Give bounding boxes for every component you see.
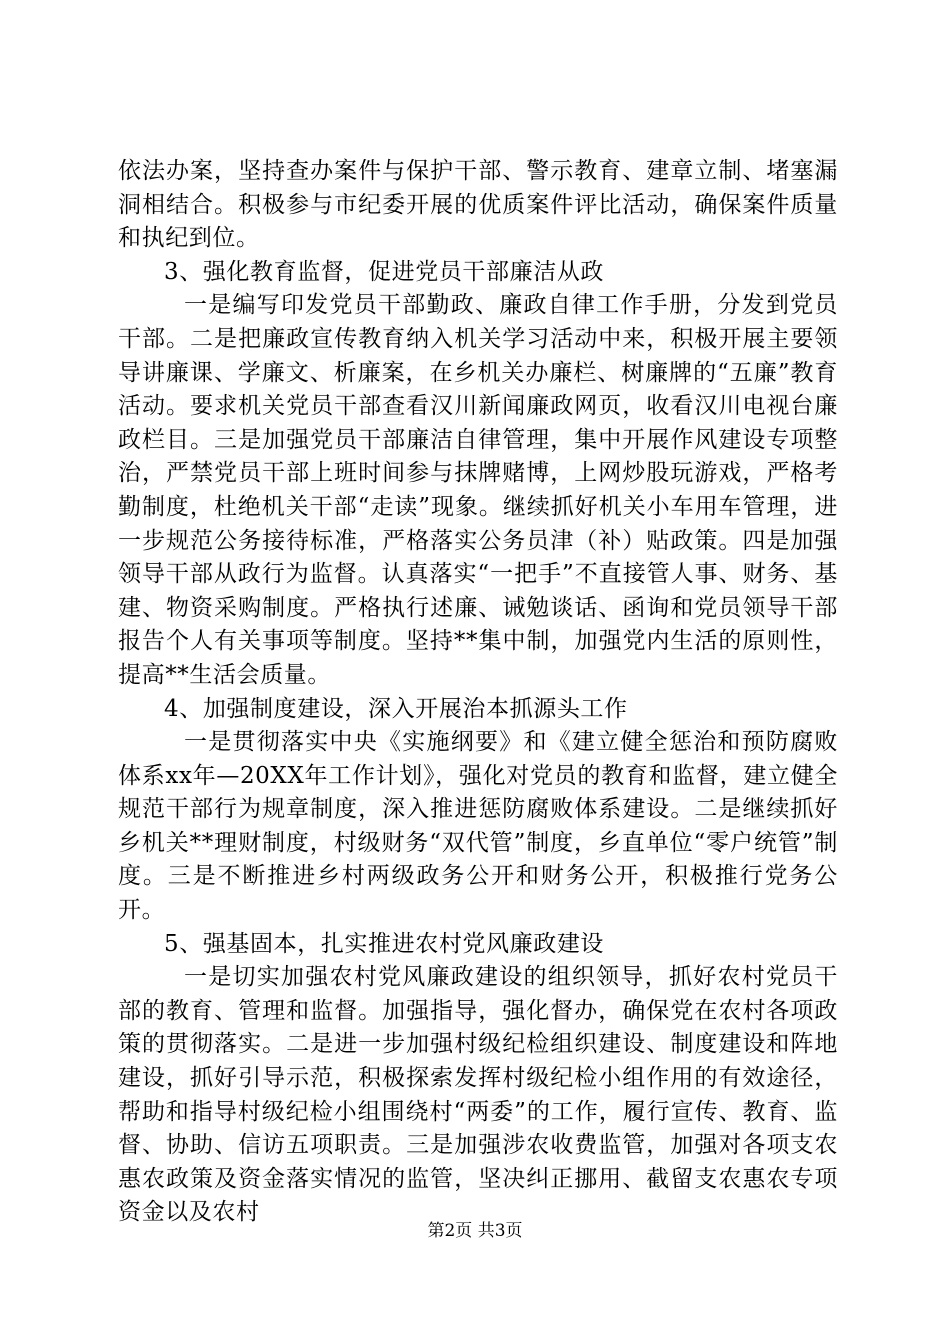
paragraph-section-3: 一是编写印发党员干部勤政、廉政自律工作手册，分发到党员干部。二是把廉政宣传教育纳入机关学习活动中来，积极开展主要领导讲廉课、学廉文、析廉案，在乡机关办廉栏、树廉牌的“五廉”教育活动。要求机关党员干部查看汉川新闻廉政网页，收看汉川电视台廉政栏目。三是加强党员干部廉洁自律管理，集中开展作风建设专项整治，严禁党员干部上班时间参与抹牌赌博，上网炒股玩游戏，严格考勤制度，杜绝机关干部“走读”现象。继续抓好机关小车用车管理，进一步规范公务接待标准，严格落实公务员津（补）贴政策。四是加强领导干部从政行为监督。认真落实“一把手”不直接管人事、财务、基建、物资采购制度。严格执行述廉、诫勉谈话、函询和党员领导干部报告个人有关事项等制度。坚持**集中制，加强党内生活的原则性，提高**生活会质量。 xyxy=(118,292,838,688)
section-heading-4: 4、加强制度建设，深入开展治本抓源头工作 xyxy=(164,695,628,722)
paragraph-section-5: 一是切实加强农村党风廉政建设的组织领导，抓好农村党员干部的教育、管理和监督。加强指导，强化督办，确保党在农村各项政策的贯彻落实。二是进一步加强村级纪检组织建设、制度建设和阵地建设，抓好引导示范，积极探索发挥村级纪检小组作用的有效途径，帮助和指导村级纪检小组围绕村“两委”的工作，履行宣传、教育、监督、协助、信访五项职责。三是加强涉农收费监管，加强对各项支农惠农政策及资金落实情况的监管，坚决纠正挪用、截留支农惠农专项资金以及农村 xyxy=(118,964,838,1226)
document-body xyxy=(118,155,838,1230)
section-heading-5: 5、强基固本，扎实推进农村党风廉政建设 xyxy=(164,930,605,957)
section-heading-3: 3、强化教育监督，促进党员干部廉洁从政 xyxy=(164,258,605,285)
paragraph-continuation: 依法办案，坚持查办案件与保护干部、警示教育、建章立制、堵塞漏洞相结合。积极参与市纪委开展的优质案件评比活动，确保案件质量和执纪到位。 xyxy=(118,158,838,252)
page-number-footer: 第2页 共3页 xyxy=(427,1221,523,1241)
paragraph-section-4: 一是贯彻落实中央《实施纲要》和《建立健全惩治和预防腐败体系xx年—20XX年工作计划》，强化对党员的教育和监督，建立健全规范干部行为规章制度，深入推进惩防腐败体系建设。二是继续抓好乡机关**理财制度，村级财务“双代管”制度，乡直单位“零户统管”制度。三是不断推进乡村两级政务公开和财务公开，积极推行党务公开。 xyxy=(118,729,838,924)
